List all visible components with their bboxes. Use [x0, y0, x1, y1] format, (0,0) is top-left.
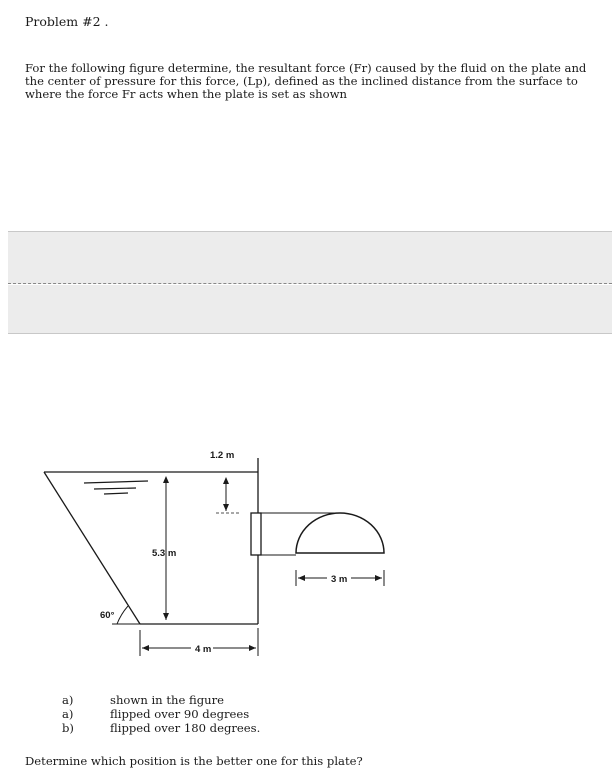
option-text: flipped over 90 degrees [110, 707, 250, 721]
label-1-2m: 1.2 m [210, 450, 235, 461]
label-60deg: 60° [100, 610, 115, 621]
option-item [62, 721, 260, 735]
angle-arc [117, 606, 128, 624]
option-text: flipped over 180 degrees. [110, 721, 261, 735]
problem-statement: For the following figure determine, the resultant force (Fr) caused by the fluid on the plate and the center of pressure for this force, (Lp), defined as the inclined distance from the surface to where the force Fr acts when the plate is set as shown [25, 61, 587, 101]
option-letter: a) [62, 693, 74, 707]
label-5-3m: 5.3 m [152, 548, 177, 559]
inclined-wall [44, 472, 140, 624]
semicircle-plate [296, 513, 384, 553]
option-text: shown in the figure [110, 693, 225, 707]
option-item [62, 707, 260, 721]
problem-title: Problem #2 . [25, 14, 109, 29]
option-letter: a) [62, 707, 74, 721]
water-surface-marks [84, 481, 148, 494]
plate-on-wall [251, 513, 261, 555]
final-question: Determine which position is the better one for this plate? [25, 754, 363, 768]
option-item [62, 693, 260, 707]
label-3m: 3 m [331, 574, 348, 585]
label-4m: 4 m [195, 644, 212, 655]
options-list [62, 693, 260, 735]
option-letter: b) [62, 721, 74, 735]
